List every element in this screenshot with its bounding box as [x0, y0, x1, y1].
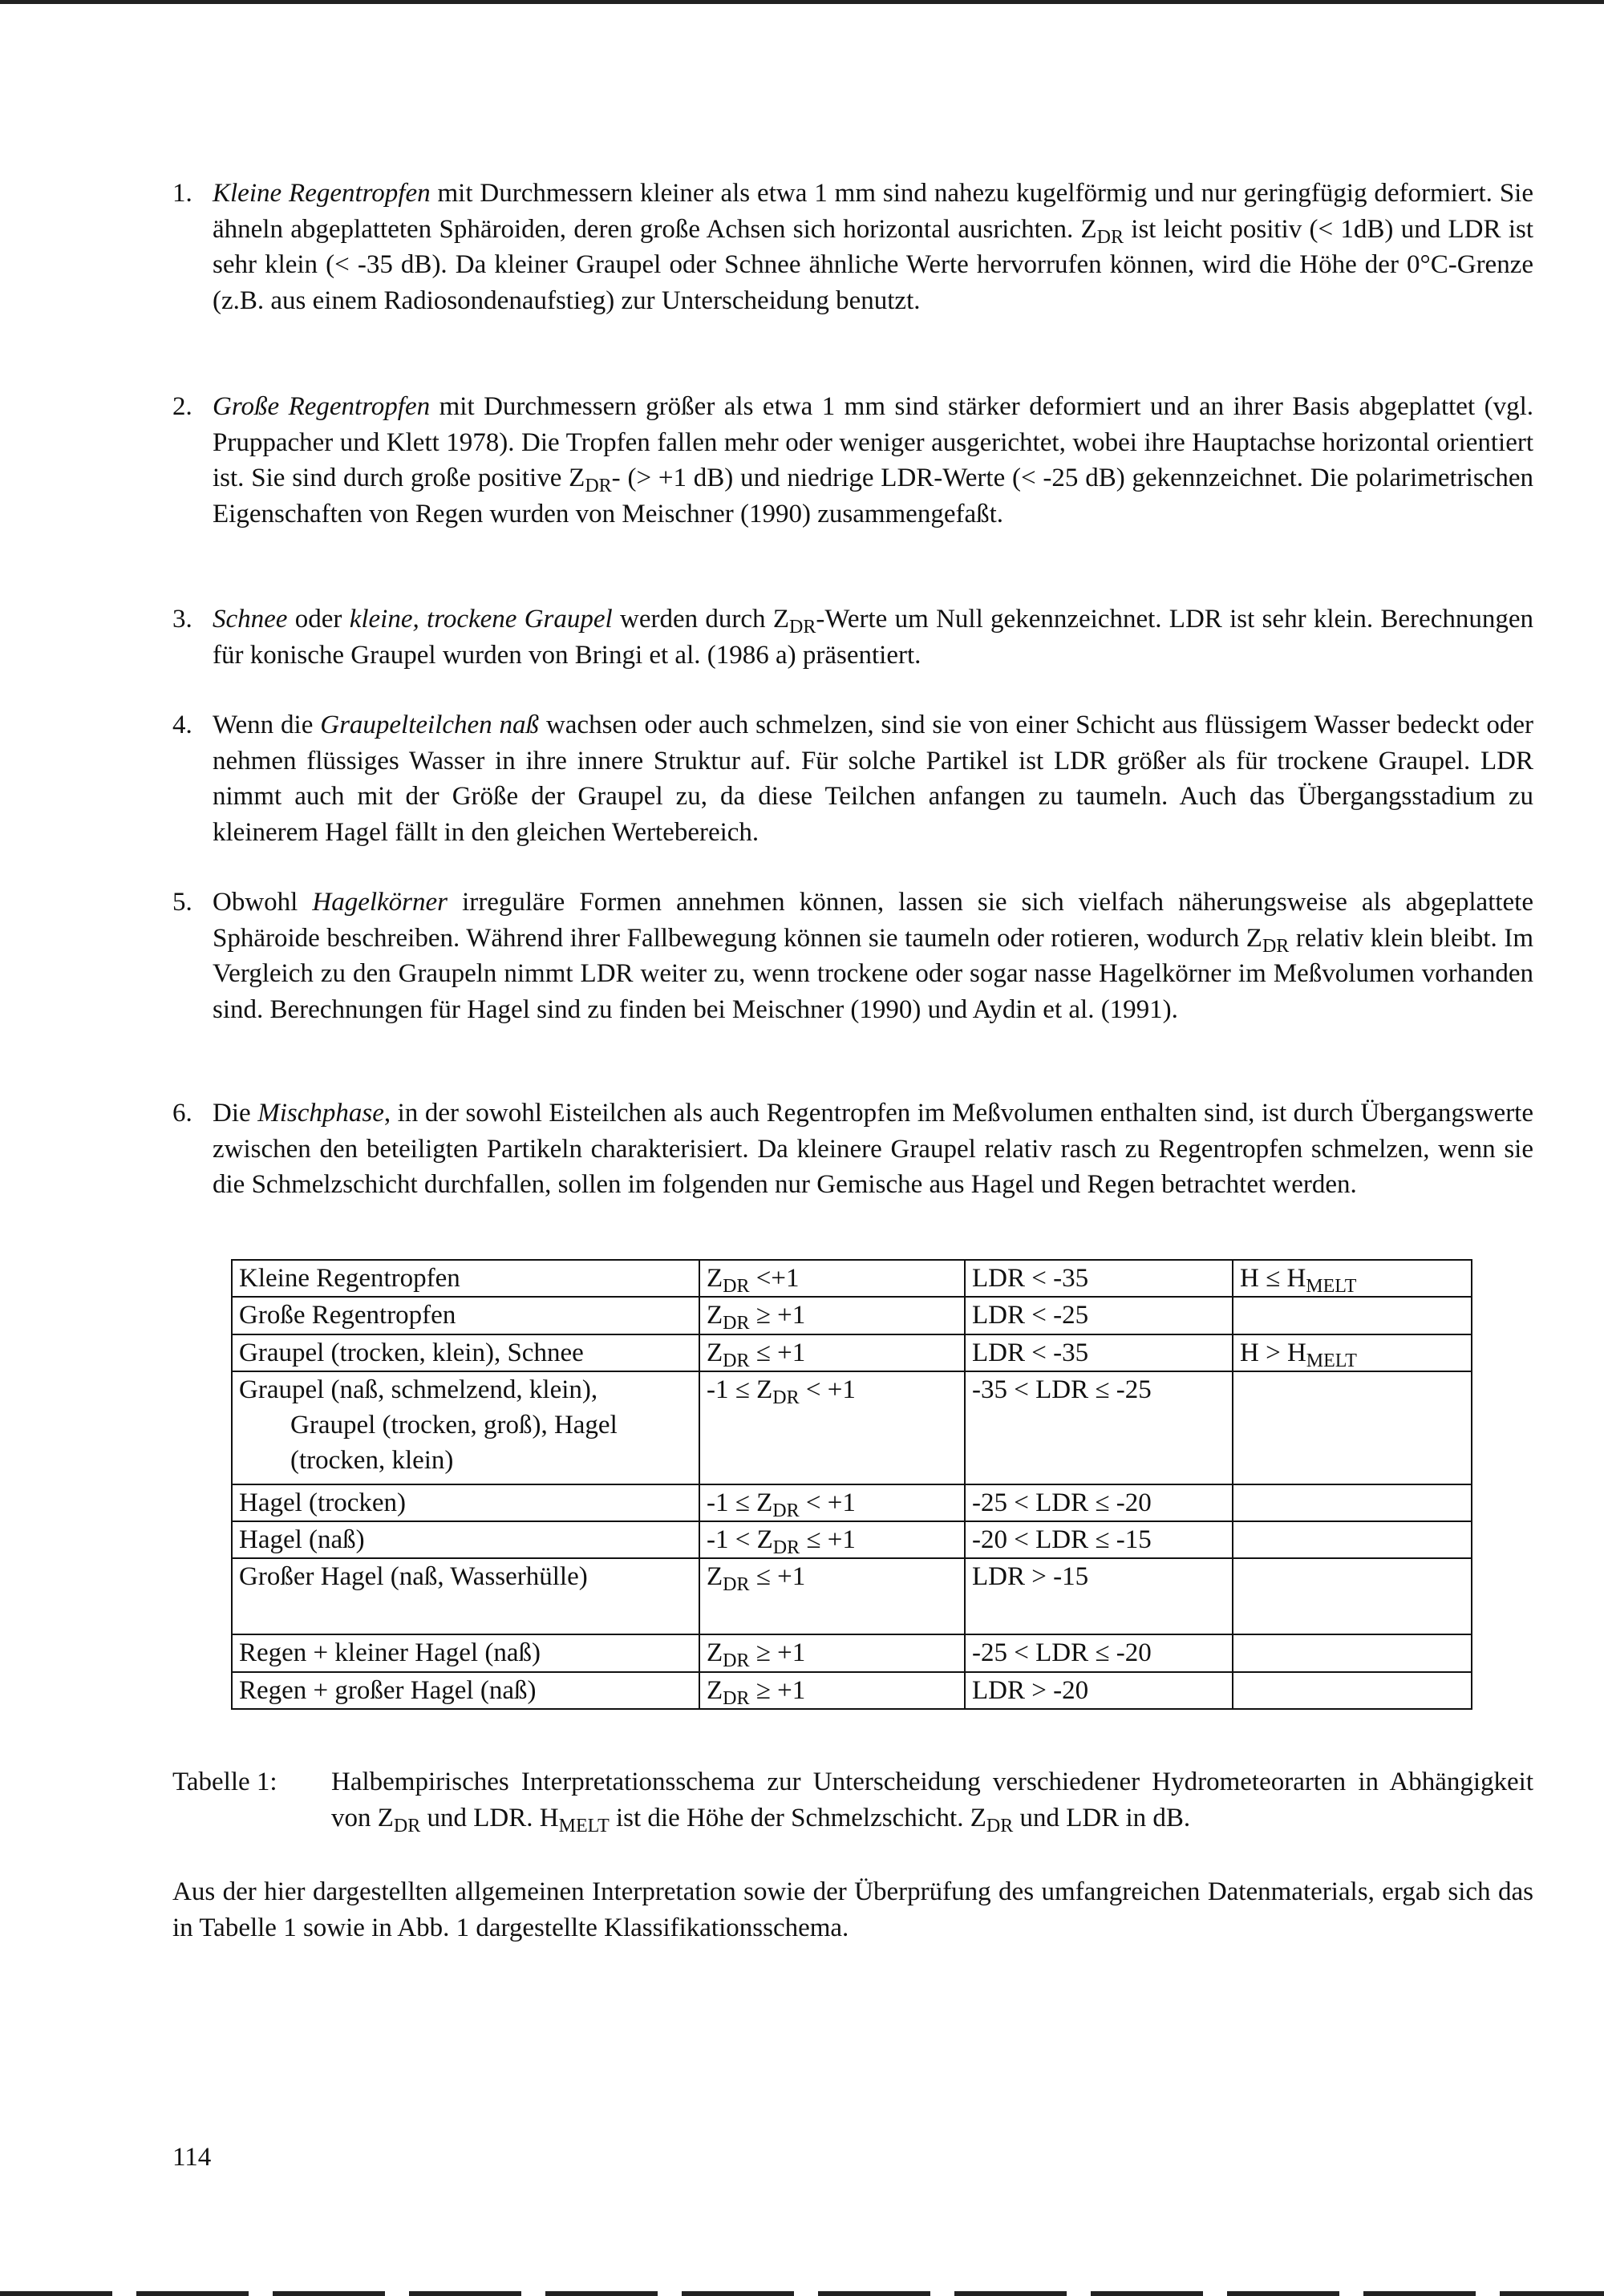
table-cell: [1233, 1371, 1472, 1484]
table-row: [232, 1558, 1472, 1634]
text-run: Regen + großer Hagel (naß): [239, 1676, 537, 1705]
classification-table: [231, 1259, 1472, 1710]
text-run: ≤ +1: [749, 1338, 806, 1367]
italic-term: Schnee: [213, 605, 288, 634]
subscript: DR: [393, 1815, 421, 1836]
table-row: [232, 1634, 1472, 1672]
table-row: [232, 1260, 1472, 1297]
italic-term: Mischphase: [257, 1099, 384, 1128]
text-run: Z: [707, 1338, 723, 1367]
table-cell: [699, 1521, 965, 1558]
table-row: [232, 1297, 1472, 1334]
table-cell: [1233, 1297, 1472, 1334]
subscript: DR: [986, 1815, 1014, 1836]
text-run: Graupel (trocken, klein), Schnee: [239, 1338, 584, 1367]
text-run: Halbempirisches Interpretationsschema zur Unterscheidung verschiedener Hydrometeorarten in Abhängigkeit von Z: [331, 1768, 1533, 1832]
table-row: [232, 1484, 1472, 1521]
list-number: 4.: [172, 711, 192, 739]
list-item: [172, 707, 1533, 850]
table-cell: [965, 1672, 1233, 1709]
text-run: Graupel (naß, schmelzend, klein),: [239, 1375, 598, 1404]
table-cell: [1233, 1558, 1472, 1634]
table-cell: [699, 1634, 965, 1672]
text-run: -20 < LDR ≤ -15: [972, 1525, 1152, 1554]
caption-label: Tabelle 1:: [172, 1768, 277, 1796]
italic-term: Hagelkörner: [312, 888, 448, 917]
table-cell: [965, 1297, 1233, 1334]
text-run: Z: [707, 1264, 723, 1293]
text-run: -35 < LDR ≤ -25: [972, 1375, 1152, 1404]
text-run: <+1: [749, 1264, 800, 1293]
list-item-text: [213, 601, 1533, 673]
text-run: < +1: [799, 1488, 856, 1517]
text-run: Obwohl: [213, 888, 313, 917]
subscript: MELT: [558, 1815, 610, 1836]
closing-paragraph: [172, 1874, 1533, 1946]
text-run: werden durch Z: [612, 605, 790, 634]
table-cell: [699, 1558, 965, 1634]
list-number: 2.: [172, 392, 192, 421]
table-cell: [232, 1634, 699, 1672]
table-cell: [965, 1558, 1233, 1634]
table-cell: [232, 1558, 699, 1634]
text-run: LDR > -15: [972, 1562, 1089, 1591]
subscript: DR: [1262, 935, 1290, 957]
caption-text: [331, 1764, 1533, 1836]
table-cell: [1233, 1334, 1472, 1371]
subscript: MELT: [1306, 1276, 1357, 1297]
text-run: Graupel (trocken, groß), Hagel (trocken, klein): [290, 1411, 618, 1475]
subscript: DR: [723, 1350, 750, 1371]
text-run: ist die Höhe der Schmelzschicht. Z: [609, 1803, 986, 1832]
text-run: - (> +1 dB) und niedrige LDR-Werte (< -25 dB) gekennzeichnet. Die polarimetrischen Eigenschaften von Regen wurden von Meischner (1990) zusammengefaßt.: [213, 464, 1533, 528]
list-item: [172, 885, 1533, 1027]
table-row: [232, 1371, 1472, 1484]
list-item-text: [213, 1095, 1533, 1203]
text-run: Großer Hagel (naß, Wasserhülle): [239, 1562, 588, 1591]
table-cell: [1233, 1634, 1472, 1672]
text-run: ≥ +1: [749, 1638, 806, 1667]
table-cell: [965, 1371, 1233, 1484]
text-run: -25 < LDR ≤ -20: [972, 1488, 1152, 1517]
list-number: 3.: [172, 605, 192, 634]
table-cell: [965, 1634, 1233, 1672]
text-run: LDR < -35: [972, 1338, 1089, 1367]
subscript: DR: [772, 1537, 800, 1558]
subscript: DR: [1096, 226, 1124, 248]
table-cell: [699, 1484, 965, 1521]
text-run: Wenn die: [213, 711, 321, 739]
text-run: Z: [707, 1638, 723, 1667]
subscript: DR: [723, 1313, 750, 1334]
text-run: Große Regentropfen: [239, 1301, 456, 1330]
table-cell: [965, 1334, 1233, 1371]
text-run: ≥ +1: [749, 1301, 806, 1330]
text-run: Z: [707, 1562, 723, 1591]
text-run: -Werte um Null gekennzeichnet. LDR ist sehr klein. Berechnungen für konische Graupel wurden von Bringi et al. (1986 a) präsentiert.: [213, 605, 1533, 670]
text-run: ist leicht positiv (< 1dB) und LDR ist sehr klein (< -35 dB). Da kleiner Graupel oder Schnee ähnliche Werte hervorrufen können, wird die Höhe der 0°C-Grenze (z.B. aus einem Radiosondenaufstieg) zur Unterscheidung benutzt.: [213, 214, 1533, 315]
italic-term: Kleine Regentropfen: [213, 179, 431, 208]
table-cell: [965, 1484, 1233, 1521]
text-run: Aus der hier dargestellten allgemeinen Interpretation sowie der Überprüfung des umfangreichen Datenmaterials, ergab sich das in Tabelle 1 sowie in Abb. 1 dargestellte Klassifikationsschema.: [172, 1877, 1533, 1942]
subscript: DR: [585, 476, 612, 496]
table-cell: [232, 1297, 699, 1334]
list-item-text: [213, 176, 1533, 318]
text-run: H > H: [1240, 1338, 1306, 1367]
page-number: 114: [172, 2143, 212, 2172]
text-run: Kleine Regentropfen: [239, 1264, 460, 1293]
list-number: 6.: [172, 1099, 192, 1128]
italic-term: kleine, trockene Graupel: [349, 605, 613, 634]
text-run: mit Durchmessern größer als etwa 1 mm sind stärker deformiert und an ihrer Basis abgeplattet (vgl. Pruppacher und Klett 1978). Die Tropfen fallen mehr oder weniger ausgerichtet, wobei ihre Hauptachse horizontal orientiert ist. Sie sind durch große positive Z: [213, 392, 1533, 492]
text-run: Die: [213, 1099, 258, 1128]
text-run: -1 ≤ Z: [707, 1375, 773, 1404]
text-run: Regen + kleiner Hagel (naß): [239, 1638, 541, 1667]
text-run: ≤ +1: [749, 1562, 806, 1591]
text-run: mit Durchmessern kleiner als etwa 1 mm sind nahezu kugelförmig und nur geringfügig deformiert. Sie ähneln abgeplatteten Sphäroiden, deren große Achsen sich horizontal ausrichten. Z: [213, 179, 1533, 244]
text-run: ≤ +1: [800, 1525, 856, 1554]
table-cell: [232, 1371, 699, 1484]
text-run: -1 < Z: [707, 1525, 773, 1554]
subscript: DR: [723, 1650, 750, 1671]
table-cell: [699, 1672, 965, 1709]
text-run: relativ klein bleibt. Im Vergleich zu den Graupeln nimmt LDR weiter zu, wenn trockene oder sogar nasse Hagelkörner im Meßvolumen vorhanden sind. Berechnungen für Hagel sind zu finden bei Meischner (1990) und Aydin et al. (1991).: [213, 923, 1533, 1024]
italic-term: Große Regentropfen: [213, 392, 431, 421]
table-cell: [1233, 1672, 1472, 1709]
text-run: , in der sowohl Eisteilchen als auch Regentropfen im Meßvolumen enthalten sind, ist durch Übergangswerte zwischen den beteiligten Partikeln charakterisiert. Da kleinere Graupel relativ rasch zu Regentropfen schmelzen, wenn sie die Schmelzschicht durchfallen, sollen im folgenden nur Gemische aus Hagel und Regen betrachtet werden.: [213, 1099, 1533, 1199]
text-run: LDR > -20: [972, 1676, 1089, 1705]
list-number: 5.: [172, 888, 192, 917]
table-cell: [699, 1297, 965, 1334]
text-run: LDR < -35: [972, 1264, 1089, 1293]
text-run: H ≤ H: [1240, 1264, 1306, 1293]
list-item: [172, 389, 1533, 532]
text-run: Z: [707, 1301, 723, 1330]
table-cell: [1233, 1521, 1472, 1558]
text-run: Hagel (naß): [239, 1525, 365, 1554]
text-run: -1 ≤ Z: [707, 1488, 773, 1517]
subscript: DR: [789, 617, 816, 638]
subscript: DR: [723, 1688, 750, 1709]
table-cell: [965, 1521, 1233, 1558]
list-item: [172, 601, 1533, 673]
subscript: DR: [723, 1574, 750, 1595]
table-row: [232, 1334, 1472, 1371]
text-run: < +1: [799, 1375, 856, 1404]
table-row: [232, 1672, 1472, 1709]
subscript: MELT: [1306, 1350, 1357, 1371]
table-cell: [232, 1484, 699, 1521]
list-item-text: [213, 389, 1533, 532]
table-cell: [232, 1260, 699, 1297]
table-cell: [1233, 1484, 1472, 1521]
table-cell: [232, 1334, 699, 1371]
table-cell: [232, 1521, 699, 1558]
table-cell: [965, 1260, 1233, 1297]
list-item: [172, 176, 1533, 318]
text-run: und LDR in dB.: [1013, 1803, 1191, 1832]
text-run: Hagel (trocken): [239, 1488, 406, 1517]
text-run: ≥ +1: [749, 1676, 806, 1705]
table-cell: [699, 1260, 965, 1297]
list-item-text: [213, 707, 1533, 850]
table-cell: [232, 1672, 699, 1709]
list-item: [172, 1095, 1533, 1203]
table-caption: [172, 1764, 1533, 1836]
text-run: oder: [287, 605, 350, 634]
text-run: Z: [707, 1676, 723, 1705]
scan-edge-bottom: [0, 2291, 1604, 2296]
text-run: LDR < -25: [972, 1301, 1089, 1330]
list-item-text: [213, 885, 1533, 1027]
table-row: [232, 1521, 1472, 1558]
text-run: irreguläre Formen annehmen können, lassen sie sich vielfach näherungsweise als abgeplattete Sphäroide beschreiben. Während ihrer Fallbewegung können sie taumeln oder rotieren, wodurch Z: [213, 888, 1533, 953]
list-number: 1.: [172, 179, 192, 208]
text-run: -25 < LDR ≤ -20: [972, 1638, 1152, 1667]
table-cell: [1233, 1260, 1472, 1297]
subscript: DR: [772, 1500, 800, 1521]
subscript: DR: [723, 1276, 750, 1297]
text-run: wachsen oder auch schmelzen, sind sie von einer Schicht aus flüssigem Wasser bedeckt oder nehmen flüssiges Wasser in ihre innere Struktur auf. Für solche Partikel ist LDR größer als für trockene Graupel. LDR nimmt auch mit der Größe der Graupel zu, da diese Teilchen anfangen zu taumeln. Auch das Übergangsstadium zu kleinerem Hagel fällt in den gleichen Wertebereich.: [213, 711, 1534, 847]
subscript: DR: [772, 1387, 800, 1408]
table-cell: [699, 1371, 965, 1484]
text-run: und LDR. H: [420, 1803, 559, 1832]
scan-edge-top: [0, 0, 1604, 4]
table-cell: [699, 1334, 965, 1371]
italic-term: Graupelteilchen naß: [320, 711, 540, 739]
